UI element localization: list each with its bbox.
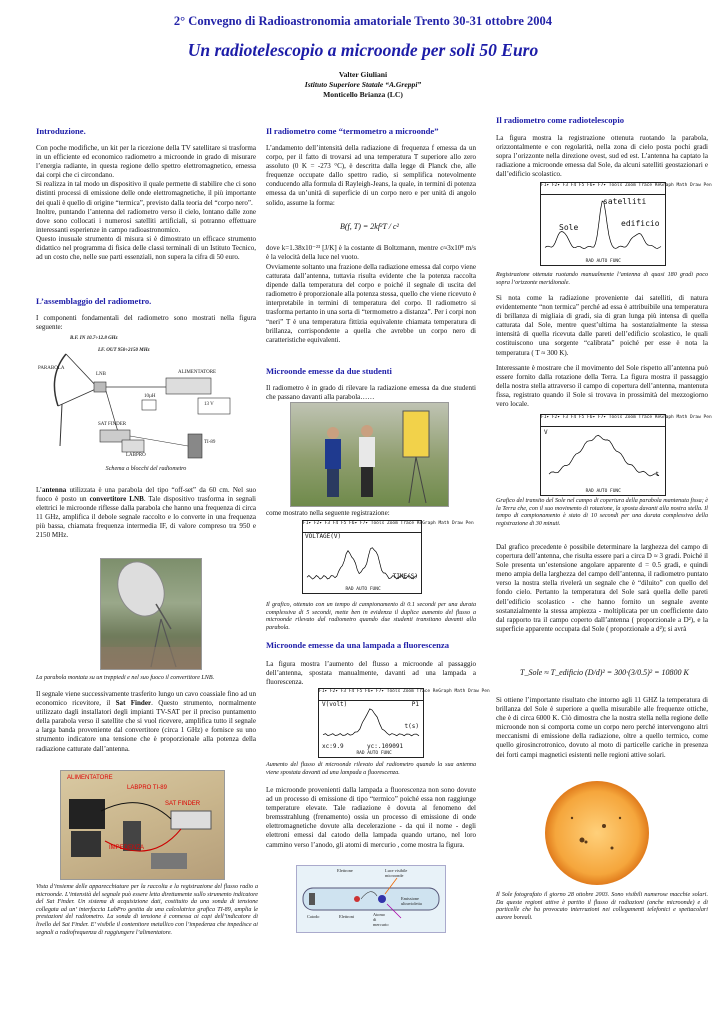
sun-photo-caption: Il Sole fotografato il giorno 28 ottobre 2003. Sono visibili numerose macchie solari. Da queste regioni attive è partito il flusso di radiazioni (anche microonde) e di particelle che ha provocato interruzioni nei collegamenti telefonici e spettacolari aurore boreali. — [496, 892, 708, 921]
antenna-text-b: utilizzata è una parabola del tipo “off-set” da 60 cm. Nel suo fuoco è posto un — [36, 486, 256, 504]
result-text: Si ottiene l’importante risultato che intorno agli 11 GHZ la temperatura di brillanza del Sole è superiore a quella misurabile alle frequenze ottiche, che è di circa 6000 K. Ciò dimostra che la nostra stella nella regione delle microonde non si comporta come un corpo nero perché intervengono altri meccanismi di emissione della radiazione, oltre a quello termico, come quello girosincrotronico, dovuto al moto di particelle cariche in presenza dei forti campi magnetici esistenti nelle regioni attive solari. — [496, 696, 708, 759]
lamp-ylabel: V(volt) — [322, 701, 348, 708]
thermo-text-3: Ovviamente soltanto una frazione della radiazione emessa dal corpo viene catturata dall’antenna, tuttavia risulta evidente che la potenza raccolta dipende dalla temperatura del corpo e poiché il segnale di uscita del radiometro è proporzionale alla potenza stessa, quello che viene ricevuto è interpretabile in termini di temperatura del corpo. Il radiometro si trasforma pertanto in una sorta di “termometro a distanza”. Per i corpi non “neri” T è una temperatura fittizia equivalente chiamata temperatura di brillanza, corrispondente a quella che avrebbe un corpo nero di caratteristiche equivalenti. — [266, 263, 476, 344]
assembly-heading: L’assemblaggio del radiometro. — [36, 296, 152, 306]
signal-bold: Sat Finder — [115, 699, 152, 708]
sky-heading: Il radiometro come radiotelescopio — [496, 115, 624, 125]
sun-photo-svg — [542, 778, 652, 888]
label-alimentatore: ALIMENTATORE — [178, 370, 217, 375]
label-labpro: LABPRO — [126, 453, 146, 458]
sun-photo — [542, 778, 652, 888]
intro-text — [36, 144, 256, 262]
calc-menu: F1▾ F2▾ F3 F4 F5 F6▾ F7▾ Tools Zoom Trace ReGraph Math Draw Pen — [541, 183, 665, 195]
lamp-label-elettroni: Elettroni — [339, 914, 355, 919]
intro-paragraph: Questo inusuale strumento di misura si è dimostrato un efficace strumento didattico nel programma di fisica delle classi terminali di un Istituto Tecnico, ad un costo che, nelle sue parti essenziali, non supera la cifra di 50 euro. — [36, 234, 256, 262]
calc-footer: RAD AUTO FUNC — [585, 259, 621, 264]
thermo-text-2: dove k=1.38x10⁻²³ [J/K] è la costante di Boltzmann, mentre c≈3x10⁸ m/s è la velocità della luce nel vuoto. — [266, 244, 476, 262]
photo-label-labpro: LABPRO TI-89 — [127, 785, 167, 791]
lamp-diagram — [296, 865, 446, 933]
author-name: Valter Giuliani — [338, 70, 388, 79]
label-inductor: 10µH — [144, 394, 156, 399]
sky-label-sole: Sole — [559, 223, 579, 232]
signal-trace — [323, 709, 419, 736]
label-bf-in: B.F. IN 10.7÷12.8 GHz — [70, 336, 118, 341]
lamp-label-elettrone: Elettrone — [337, 868, 353, 873]
sun-text: Interessante è mostrare che il movimento del Sole rispetto all’antenna può essere fornito dalla rotazione della Terra. La figura mostra il passaggio della nostra stella attraverso il campo di copertura dell’antenna, mantenuta fissa, registrato quando il Sole si trovava in prossimità del mezzogiorno vero locale. — [496, 364, 708, 409]
assembly-text: I componenti fondamentali del radiometro sono mostrati nella figura seguente: — [36, 314, 256, 332]
label-voltage: 13 V — [204, 402, 214, 407]
antenna-text — [36, 486, 256, 541]
calc-menu: F1▾ F2▾ F3 F4 F5 F6▾ F7▾ Tools Zoom Trace ReGraph Math Draw Pen — [541, 415, 665, 427]
conference-header: 2° Convegno di Radioastronomia amatoriale Trento 30-31 ottobre 2004 — [173, 14, 553, 28]
photo-label-alimentatore: ALIMENTATORE — [67, 775, 113, 781]
lamp-text: La figura mostra l’aumento del flusso a microonde al passaggio dell’antenna, spostata manualmente, davanti ad una lampada a fluorescenza. — [266, 660, 476, 687]
sun-transit-graph — [540, 414, 712, 496]
thermo-text-1: L’andamento dell’intensità della radiazione di frequenza f emessa da un corpo, per il fatto di trovarsi ad una temperatura T superiore allo zero assoluto (0 K = -273 °C), è descritta dalla legge di Planck che, alle frequenze occupate dallo spettro radio, si semplifica notevolmente conducendo alla formula di Rayleigh-Jeans, la quale, in termini di potenza emessa da un’unità di superficie di un corpo nero e per unità di angolo solido, assume la forma: — [266, 144, 476, 207]
intro-heading: Introduzione. — [36, 126, 86, 136]
width-text: Dal grafico precedente è possibile determinare la larghezza del campo di copertura dell’antenna, che risulta essere pari a circa D ≈ 3 gradi. Poiché il Sole presenta un’estensione angolare apparente d = 0.5 gradi, e quindi meno ampia della larghezza del campo dell’antenna, il radiometro puntato verso la nostra stella rivelerà un segnale che è “diluito” con quello del fondo cielo. Pertanto la temperatura del Sole sarà quella delle pareti dell’edificio scolastico - che hanno fornito un segnale avente sostanzialmente la stessa ampiezza - moltiplicata per un coefficiente dato dal rapporto tra il campo coperto dall’antenna ( proporzionale a D²), e la superficie apparente occupata dal Sole ( proporzionale a d²); si avrà — [496, 543, 708, 633]
lamp-yc: yc:.109091 — [367, 743, 404, 750]
sky-text-2: Si nota come la radiazione proveniente dai satelliti, di natura evidentemente “non termica” perché ad essa è attribuibile una temperatura di brillanza di migliaia di gradi, sia di gran lunga più intensa di quella catturata dal Sole, mentre quest’ultima ha sostanzialmente la stessa intensità di quella ricevuta dalle pareti dell’edificio scolastico, le quali costituiscono una sorgente “calibrata” poiché per esse è nota la temperatura ( T ≈ 300 K). — [496, 294, 708, 357]
students-text: Il radiometro è in grado di rilevare la radiazione emessa da due studenti che passano davanti alla parabola…… — [266, 384, 476, 402]
label-lnb: LNB — [96, 372, 106, 377]
sky-label-edificio: edificio — [621, 219, 660, 228]
author-block — [0, 70, 726, 100]
signal-text-a: Il segnale viene successivamente trasferito lungo un cavo coassiale fino ad un economico ricevitore, il — [36, 690, 256, 708]
label-sat-finder: SAT FINDER — [98, 422, 127, 427]
signal-text — [36, 690, 256, 754]
apparatus-caption: Vista d’insieme delle apparecchiature per la raccolta e la registrazione del flusso radio a microonde. L’intensità del segnale può essere letta direttamente sullo strumento indicatore del Sat Finder. Un sistema di acquisizione dati, costituito da una sonda di tensione collegata ad un’ interfaccia LabPro gestita da una calcolatrice grafica TI-89, amplia le prestazioni del radiometro. La sonda di tensione è connessa ai capi dell’indicatore di livello del Sat Finder. E’ visibile il contenitore metallico con l’impedenza che impedisce ai segnali a radiofrequenza di raggiungere l’alimentatore. — [36, 884, 258, 936]
sun-ylabel: V — [544, 429, 548, 436]
block-diagram — [38, 336, 253, 461]
brems-text: Le microonde provenienti dalla lampada a fluorescenza non sono dovute ad un processo di emissione di tipo “termico” poiché essa non raggiunge temperature elevate. Tale radiazione è dovuta al fenomeno del bremsstrahlung (frenamento) ossia un processo di emissione di onde elettromagnetiche dovute alla decelerazione - da qui il nome - degli elettroni emessi dal catodo della lampada quando urtano, nel loro cammino verso l’anodo, gli atomi di mercurio , come mostra la figura. — [266, 786, 476, 849]
students-photo-svg — [291, 403, 448, 506]
sky-plot — [541, 183, 665, 265]
diagram-caption: Schema a blocchi del radiometro — [105, 466, 187, 472]
thermo-heading: Il radiometro come “termometro a microonde” — [266, 126, 439, 136]
institute-place: Monticello Brianza (LC) — [323, 90, 403, 99]
sky-caption: Registrazione ottenuta ruotando manualmente l’antenna di quasi 180 gradi poco sopra l’orizzonte meridionale. — [496, 272, 708, 286]
calc-menu: F1▾ F2▾ F3 F4 F5 F6▾ F7▾ Tools Zoom Trace ReGraph Math Draw Pen — [319, 689, 423, 701]
sky-text: La figura mostra la registrazione ottenuta ruotando la parabola, orizzontalmente e con regolarità, nella zona di cielo posta pochi gradi sopra l’orizzonte nella direzione ovest, sud ed est. L’antenna ha captato la radiazione a microonde emessa dal Sole, da alcuni satelliti geostazionari e dall’edificio scolastico. — [496, 134, 708, 179]
sun-temperature-formula: T_Sole ≈ T_edificio (D/d)² = 300·(3/0.5)² = 10800 K — [520, 668, 689, 677]
students-heading: Microonde emesse da due studenti — [266, 366, 392, 376]
calc-footer: RAD AUTO FUNC — [585, 489, 621, 494]
antenna-bold: antenna — [42, 486, 67, 494]
antenna-bold-lnb: convertitore LNB — [89, 495, 144, 504]
lamp-label-microonde: Luce visibile microonde — [385, 868, 408, 878]
intro-paragraph: Inoltre, puntando l’antenna del radiometro verso il cielo, lontano dalle zone dove sono collocati i numerosi satelliti artificiali, si potranno effettuare interessanti esperienze in campo radioastronomico. — [36, 207, 256, 234]
lamp-label-atomo: Atomo di mercurio — [373, 912, 389, 927]
poster-title: Un radiotelescopio a microonde per soli 50 Euro — [187, 40, 539, 60]
students-photo — [290, 402, 449, 507]
antenna-text-a: L’ — [36, 486, 43, 494]
sun-transit-plot — [541, 415, 665, 495]
intro-paragraph: Con poche modifiche, un kit per la ricezione della TV satellitare si trasforma in un efficiente ed economico radiometro a microonde in grado di misurare l’energia radiante, in questa regione dello spettro elettromagnetico, emessa dai corpi che ci circondano. — [36, 144, 256, 180]
students-caption: Il grafico, ottenuto con un tempo di campionamento di 0.1 secondi per una durata complessiva di 5 secondi, mette ben in evidenza il duplice aumento del flusso a microonde rilevato dal radiometro quando due studenti transitano davanti alla parabola. — [266, 602, 476, 631]
signal-trace — [549, 435, 659, 476]
sun-tlabel: t — [655, 471, 659, 478]
parabola-photo — [100, 558, 202, 670]
students-ylabel: VOLTAGE(V) — [305, 533, 342, 540]
label-ti89: TI-89 — [204, 440, 216, 445]
parabola-caption: La parabola montata su un treppiedi e nel suo fuoco il convertitore LNB. — [36, 675, 215, 681]
lamp-label-catodo: Catodo — [307, 914, 320, 919]
signal-trace — [545, 201, 661, 248]
photo-label-impedenza: IMPEDENZA — [109, 845, 145, 851]
label-lf-out: LF. OUT 950÷2150 MHz — [98, 348, 150, 353]
lamp-caption: Aumento del flusso di microonde rilevato dal radiometro quando la sua antenna viene spostata davanti ad una lampada a fluorescenza. — [266, 762, 476, 776]
lamp-heading: Microonde emesse da una lampada a fluorescenza — [266, 640, 450, 650]
lamp-xlabel: t(s) — [404, 723, 419, 730]
antenna-text-c: . Tale dispositivo trasforma in segnali elettrici le microonde riflesse dalla parabola che hanno una frequenza di circa 11 GHz, amplifica il debole segnale raccolto e lo converte in una frequenza più bassa, chiamata frequenza intermedia IF, di valore compreso tra 950 e 2150 MHz. — [36, 495, 257, 540]
intro-paragraph: Si realizza in tal modo un dispositivo il quale permette di stabilire che ci sono distinti processi di emissione delle onde elettromagnetiche, il più importante dei quali è quello di origine “termica”, previsto dalla teoria del “corpo nero”. — [36, 180, 256, 207]
lamp-plot — [319, 689, 423, 757]
calc-footer: RAD AUTO FUNC — [356, 751, 392, 756]
students-plot — [303, 521, 421, 593]
signal-text-b: . Questo strumento, normalmente utilizzato dagli installatori degli impianti TV-SAT per il preciso puntamento della parabola verso il satellite che si vuol ricevere, amplifica tutto il segnale a larga banda proveniente dal convertitore (circa 1 GHz) e fornisce su uno strumento indicatore una tensione che è proporzionale alla potenza della radiazione catturate dall’antenna. — [36, 699, 256, 753]
lamp-label-emissione: Emissione ultravioletta — [401, 896, 422, 906]
as-shown-text: come mostrato nella seguente registrazione: — [266, 509, 390, 517]
apparatus-photo — [60, 770, 225, 880]
lamp-p-label: P1 — [411, 701, 419, 708]
sun-caption: Grafico del transito del Sole nel campo di copertura della parabola mantenuta fissa; è la Terra che, con il suo movimento di rotazione, la sposta davanti alla nostra stella. Il tempo di campionamento è stato di 10 secondi per una durata complessiva della registrazione di 30 minuti. — [496, 498, 708, 527]
photo-label-satfinder: SAT FINDER — [165, 801, 201, 807]
label-parabola: PARABOLA — [38, 366, 65, 371]
parabola-photo-svg — [101, 559, 201, 669]
sky-graph — [540, 182, 712, 266]
lamp-graph — [318, 688, 490, 758]
rayleigh-jeans-formula: B(f, T) = 2kf²T / c² — [340, 222, 399, 231]
lamp-diagram-svg — [297, 866, 445, 932]
calc-footer: RAD AUTO FUNC — [345, 587, 381, 592]
lamp-xc: xc:9.9 — [322, 743, 344, 750]
signal-trace — [307, 548, 417, 579]
calc-menu: F1▾ F2▾ F3 F4 F5 F6▾ F7▾ Tools Zoom Trace ReGraph Math Draw Pen — [303, 521, 421, 533]
students-xlabel: TIME(S) — [392, 573, 418, 580]
sky-label-satelliti: satelliti — [603, 197, 647, 206]
institute-name: Istituto Superiore Statale “A.Greppi” — [304, 80, 422, 89]
students-graph — [302, 520, 474, 594]
